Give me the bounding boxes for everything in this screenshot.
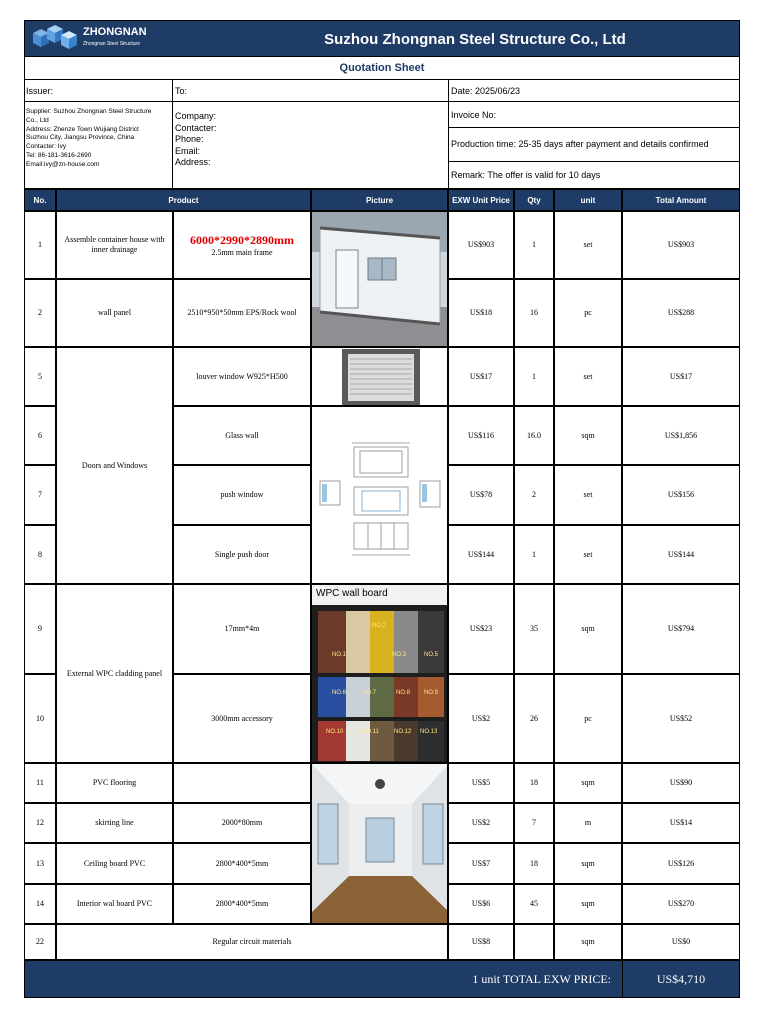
- unit-price: US$23: [448, 584, 514, 674]
- group-doors-windows: Doors and Windows: [56, 347, 173, 584]
- to-label: To:: [173, 80, 448, 102]
- unit: sqm: [554, 843, 622, 884]
- swatch-label: NO.1: [332, 652, 347, 658]
- group-wpc-cladding: External WPC cladding panel: [56, 584, 173, 763]
- buyer-company: Company:: [175, 111, 217, 121]
- unit: pc: [554, 279, 622, 347]
- header-bar: [24, 20, 740, 57]
- swatch-label: NO.8: [396, 690, 411, 696]
- qty: 35: [514, 584, 554, 674]
- interior-room-photo: [311, 763, 448, 924]
- quote-date: Date: 2025/06/23: [448, 80, 740, 102]
- row-no: 11: [24, 763, 56, 803]
- quotation-sheet: [24, 20, 740, 998]
- total-amount: US$903: [622, 211, 740, 279]
- unit-price: US$7: [448, 843, 514, 884]
- product-name: Interior wal board PVC: [56, 884, 173, 924]
- swatch-label: NO.13: [420, 729, 438, 735]
- unit-price: US$18: [448, 279, 514, 347]
- row-no: 5: [24, 347, 56, 406]
- row-no: 8: [24, 525, 56, 584]
- buyer-contacter: Contacter:: [175, 122, 217, 133]
- total-footer: [24, 960, 740, 998]
- total-amount: US$126: [622, 843, 740, 884]
- product-name: Ceiling board PVC: [56, 843, 173, 884]
- col-header-picture: Picture: [311, 189, 448, 211]
- door-window-drawing: [311, 406, 448, 584]
- unit: m: [554, 803, 622, 843]
- buyer-email: Email:: [175, 145, 201, 156]
- unit: sqm: [554, 406, 622, 465]
- unit: sqm: [554, 584, 622, 674]
- row-no: 9: [24, 584, 56, 674]
- total-amount: US$794: [622, 584, 740, 674]
- row-no: 1: [24, 211, 56, 279]
- qty: 7: [514, 803, 554, 843]
- product-spec: Single push door: [173, 525, 311, 584]
- company-logo: [27, 23, 155, 55]
- total-amount: US$0: [622, 924, 740, 960]
- row-no: 14: [24, 884, 56, 924]
- supplier-line: Co., Ltd: [26, 116, 49, 124]
- swatch-label: NO.11: [362, 729, 379, 735]
- total-amount: US$156: [622, 465, 740, 525]
- product-name: PVC flooring: [56, 763, 173, 803]
- qty: 1: [514, 347, 554, 406]
- total-amount: US$144: [622, 525, 740, 584]
- col-header-qty: Qty: [514, 189, 554, 211]
- product-spec: push window: [173, 465, 311, 525]
- supplier-line: Tel: 86-181-3616-2690: [26, 151, 92, 159]
- issuer-label: Issuer:: [24, 80, 173, 102]
- unit-price: US$144: [448, 525, 514, 584]
- buyer-address: Address:: [175, 157, 211, 167]
- product-spec: 17mm*4m: [173, 584, 311, 674]
- remark: Remark: The offer is valid for 10 days: [448, 162, 740, 189]
- logo-subtitle: Zhongnan Steel Structure: [83, 41, 140, 47]
- total-amount: US$288: [622, 279, 740, 347]
- total-amount: US$1,856: [622, 406, 740, 465]
- product-spec: 2800*400*5mm: [173, 884, 311, 924]
- unit: set: [554, 525, 622, 584]
- col-header-unit: unit: [554, 189, 622, 211]
- total-label: 1 unit TOTAL EXW PRICE:: [472, 971, 611, 986]
- spec-dimensions: 6000*2990*2890mm: [190, 232, 294, 247]
- grand-total: US$4,710: [656, 971, 706, 986]
- total-amount: US$270: [622, 884, 740, 924]
- supplier-info: [24, 102, 173, 189]
- swatch-label: NO.6: [332, 690, 347, 696]
- product-spec: [173, 763, 311, 803]
- total-amount: US$52: [622, 674, 740, 763]
- unit-price: US$6: [448, 884, 514, 924]
- unit-price: US$5: [448, 763, 514, 803]
- swatch-label: NO.10: [326, 729, 344, 735]
- product-spec: Glass wall: [173, 406, 311, 465]
- swatch-label: NO.12: [394, 729, 412, 735]
- col-header-unit-price: EXW Unit Price: [448, 189, 514, 211]
- qty: 1: [514, 525, 554, 584]
- swatch-label: NO.3: [392, 652, 407, 658]
- swatch-label: NO.9: [424, 690, 439, 696]
- supplier-line: Address: Zhenze Town Wujiang District: [26, 125, 139, 133]
- qty: 2: [514, 465, 554, 525]
- row-no: 10: [24, 674, 56, 763]
- total-amount: US$14: [622, 803, 740, 843]
- unit: sqm: [554, 884, 622, 924]
- qty: 45: [514, 884, 554, 924]
- product-spec: louver window W925*H500: [173, 347, 311, 406]
- qty: 1: [514, 211, 554, 279]
- row-no: 22: [24, 924, 56, 960]
- qty: 16: [514, 279, 554, 347]
- swatch-label: NO.2: [372, 623, 387, 629]
- buyer-phone: Phone:: [175, 134, 204, 144]
- product-name: wall panel: [56, 279, 173, 347]
- buyer-info: [173, 102, 448, 189]
- qty: 18: [514, 843, 554, 884]
- supplier-line: Contacter: Ivy: [26, 143, 67, 151]
- unit-price: US$2: [448, 803, 514, 843]
- louver-window-photo: [311, 347, 448, 406]
- col-header-total: Total Amount: [622, 189, 740, 211]
- production-time: Production time: 25-35 days after payment and details confirmed: [448, 128, 740, 162]
- qty: 18: [514, 763, 554, 803]
- invoice-no: Invoice No:: [448, 102, 740, 128]
- unit: set: [554, 465, 622, 525]
- unit: pc: [554, 674, 622, 763]
- unit: sqm: [554, 763, 622, 803]
- product-spec: 3000mm accessory: [173, 674, 311, 763]
- unit: sqm: [554, 924, 622, 960]
- qty: 16.0: [514, 406, 554, 465]
- product-name: skirting line: [56, 803, 173, 843]
- col-header-no: No.: [24, 189, 56, 211]
- unit: set: [554, 211, 622, 279]
- product-spec: 2510*950*50mm EPS/Rock wool: [173, 279, 311, 347]
- row-no: 7: [24, 465, 56, 525]
- unit-price: US$116: [448, 406, 514, 465]
- swatch-label: NO.7: [362, 690, 377, 696]
- unit-price: US$17: [448, 347, 514, 406]
- unit-price: US$903: [448, 211, 514, 279]
- product-name: Assemble container house with inner drainage: [56, 211, 173, 279]
- wpc-photo-title: WPC wall board: [316, 588, 388, 599]
- unit: set: [554, 347, 622, 406]
- supplier-line: Suzhou City, Jiangsu Province, China: [26, 134, 135, 142]
- total-amount: US$90: [622, 763, 740, 803]
- supplier-line: Supplier: Suzhou Zhongnan Steel Structure: [26, 108, 152, 115]
- total-amount: US$17: [622, 347, 740, 406]
- row-no: 2: [24, 279, 56, 347]
- spec-frame: 2.5mm main frame: [211, 247, 273, 257]
- qty: 26: [514, 674, 554, 763]
- qty: [514, 924, 554, 960]
- container-house-photo: [311, 211, 448, 347]
- logo-name: ZHONGNAN: [83, 26, 147, 38]
- product-spec: [173, 211, 311, 279]
- unit-price: US$2: [448, 674, 514, 763]
- row-no: 6: [24, 406, 56, 465]
- row-no: 13: [24, 843, 56, 884]
- wpc-wall-board-photo: [311, 584, 448, 763]
- product-name: Regular circuit materials: [56, 924, 448, 960]
- col-header-product: Product: [56, 189, 311, 211]
- swatch-label: NO.5: [424, 652, 439, 658]
- supplier-line: Email:ivy@zn-house.com: [26, 160, 100, 168]
- product-spec: 2800*400*5mm: [173, 843, 311, 884]
- unit-price: US$8: [448, 924, 514, 960]
- unit-price: US$78: [448, 465, 514, 525]
- row-no: 12: [24, 803, 56, 843]
- company-title: Suzhou Zhongnan Steel Structure Co., Ltd: [324, 31, 626, 48]
- product-spec: 2000*80mm: [173, 803, 311, 843]
- sheet-title: Quotation Sheet: [24, 57, 740, 80]
